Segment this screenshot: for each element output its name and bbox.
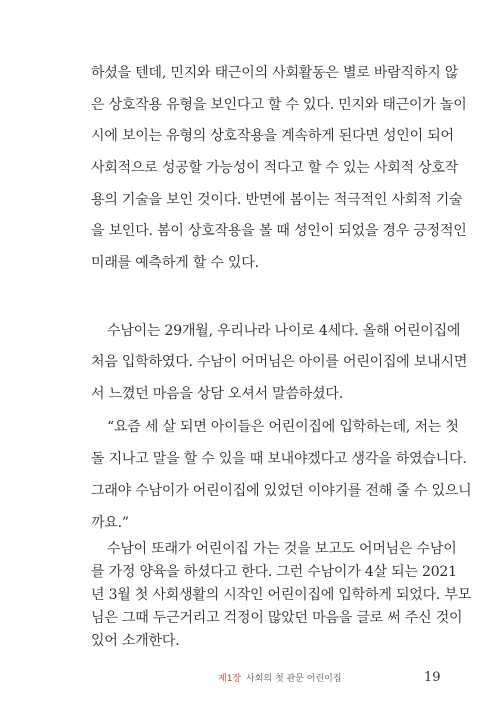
quote-line-3: 그래야 수남이가 어린이집에 있었던 이야기를 전해 줄 수 있으니 [91, 483, 472, 499]
paragraph-1-line-5: 용의 기술을 보인 것이다. 반면에 봄이는 적극적인 사회적 기술 [91, 192, 463, 208]
paragraph-2-line-1: 수남이는 29개월, 우리나라 나이로 4세다. 올해 어린이집에 [107, 323, 461, 339]
paragraph-1-line-1: 하셨을 텐데, 민지와 태근이의 사회활동은 별로 바람직하지 않 [91, 65, 459, 81]
paragraph-2-line-2: 처음 입학하였다. 수남이 어머님은 아이를 어린이집에 보내시면 [91, 354, 468, 370]
page-number: 19 [424, 670, 441, 685]
paragraph-4-line-4: 님은 그때 두근거리고 걱정이 많았던 마음을 글로 써 주신 것이 [91, 610, 463, 626]
paragraph-1-line-3: 시에 보이는 유형의 상호작용을 계속하게 된다면 성인이 되어 [91, 128, 454, 144]
paragraph-1-line-4: 사회적으로 성공할 가능성이 적다고 할 수 있는 사회적 상호작 [91, 160, 459, 176]
paragraph-4-line-2: 를 가정 양육을 하셨다고 한다. 그런 수남이가 4살 되는 2021 [91, 564, 457, 580]
paragraph-4-line-1: 수남이 또래가 어린이집 가는 것을 보고도 어머님은 수남이 [107, 541, 457, 557]
paragraph-1-line-2: 은 상호작용 유형을 보인다고 할 수 있다. 민지와 태근이가 놀이 [91, 97, 467, 113]
paragraph-4-line-3: 년 3월 첫 사회생활의 시작인 어린이집에 입학하게 되었다. 부모 [91, 587, 472, 603]
quote-line-2: 돌 지나고 말을 할 수 있을 때 보내야겠다고 생각을 하였습니다. [91, 451, 467, 467]
footer-chapter-label: 제1장 [218, 674, 242, 684]
paragraph-2-line-3: 서 느꼈던 마음을 상담 오셔서 말씀하셨다. [91, 386, 344, 402]
quote-line-1: “요즘 세 살 되면 아이들은 어린이집에 입학하는데, 저는 첫 [107, 419, 459, 435]
footer-section-title: 사회의 첫 관문 어린이집 [246, 674, 342, 684]
paragraph-1-line-6: 을 보인다. 봄이 상호작용을 볼 때 성인이 되었을 경우 긍정적인 [91, 223, 467, 239]
quote-line-4: 까요.” [91, 515, 129, 531]
paragraph-4-line-5: 있어 소개한다. [91, 633, 180, 649]
paragraph-1-line-7: 미래를 예측하게 할 수 있다. [91, 255, 259, 271]
